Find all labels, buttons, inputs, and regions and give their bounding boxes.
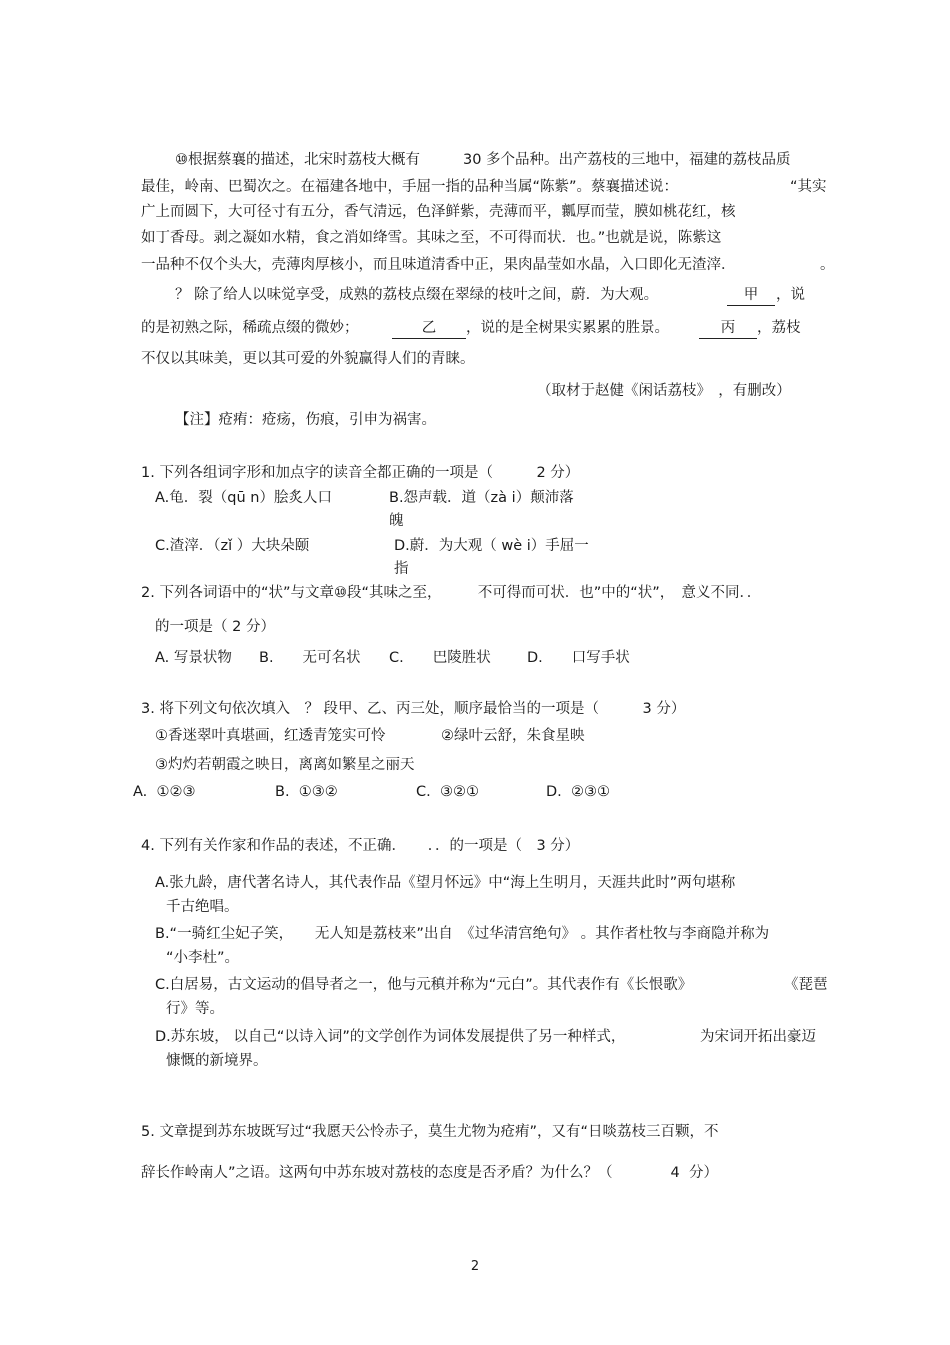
p11-line1b: ，说 — [776, 287, 805, 303]
p11-blank-yi: 乙 — [392, 318, 466, 339]
q4-option-b-cont: “小李杜”。 — [166, 950, 240, 966]
q4-option-a: A.张九龄，唐代著名诗人，其代表作品《望月怀远》中“海上生明月，天涯共此时”两句堪称 — [155, 875, 736, 891]
p11-blank-bing: 丙 — [699, 318, 757, 339]
p10-line5a: 一品种不仅个头大，壳薄肉厚核小，而且味道清香中正，果肉晶莹如水晶，入口即化无渣滓． — [141, 257, 736, 273]
q1-option-d-cont: 指 — [394, 561, 409, 577]
q1-option-a: A.龟．裂（qū n）脍炙人口 — [155, 490, 332, 506]
q3-option-d: D. ②③① — [546, 784, 610, 800]
q4-option-d-cont: 慷慨的新境界。 — [166, 1053, 268, 1069]
q2-stem-cont: 的一项是（ 2 分） — [155, 619, 275, 635]
source-citation: （取材于赵健《闲话荔枝》 ，有删改） — [537, 383, 791, 399]
q2-option-b: B. 无可名状 — [259, 650, 361, 666]
q4-option-c: C.白居易，古文运动的倡导者之一，他与元稹并称为“元白”。其代表作有《长恨歌》 — [155, 977, 693, 993]
q2-option-a: A. 写景状物 — [155, 650, 232, 666]
q1-stem: 1. 下列各组词字形和加点字的读音全都正确的一项是（ 2 分） — [141, 465, 580, 481]
p11-blank-jia: 甲 — [727, 285, 775, 306]
q4-option-c-cont: 行》等。 — [166, 1001, 224, 1017]
q1-option-b-cont: 魄 — [389, 513, 404, 529]
q4-stem: 4. 下列有关作家和作品的表述，不正确． ．．的一项是（ 3 分） — [141, 838, 580, 854]
q3-option-c: C. ③②① — [416, 784, 479, 800]
q1-option-b: B.怨声载．道（zà i）颠沛落 — [389, 490, 574, 506]
q4-option-d: D.苏东坡， 以自己“以诗入词”的文学创作为词体发展提供了另一种样式， — [155, 1029, 626, 1045]
q3-option-a: A. ①②③ — [133, 784, 196, 800]
q2-option-d: D. 口写手状 — [527, 650, 630, 666]
q1-option-d: D.蔚．为大观（ wè i）手屈一 — [394, 538, 589, 554]
p10-line2b: “其实 — [790, 179, 827, 195]
q5-stem-cont: 辞长作岭南人”之语。这两句中苏东坡对荔枝的态度是否矛盾？为什么？（ 4 分） — [141, 1165, 718, 1181]
q4-option-d-tail: 为宋词开拓出豪迈 — [700, 1029, 816, 1045]
q3-sentence-1: ①香迷翠叶真堪画，红透青笼实可怜 — [155, 728, 386, 744]
q5-stem: 5. 文章提到苏东坡既写过“我愿天公怜赤子，莫生尤物为疮痏”，又有“日啖荔枝三百颗，不 — [141, 1124, 719, 1140]
p10-line3: 广上而圆下，大可径寸有五分，香气清远，色泽鲜紫，壳薄而平，瓤厚而莹，膜如桃花红，核 — [141, 204, 736, 220]
p11-line2b: ，说的是全树果实累累的胜景。 — [466, 320, 669, 336]
q3-sentence-3: ③灼灼若朝霞之映日，离离如繁星之丽天 — [155, 757, 415, 773]
p10-line2a: 最佳，岭南、巴蜀次之。在福建各地中，手屈一指的品种当属“陈紫”。蔡襄描述说： — [141, 179, 679, 195]
p11-line3: 不仅以其味美，更以其可爱的外貌赢得人们的青睐。 — [141, 351, 475, 367]
note: 【注】疮痏：疮疡，伤痕，引申为祸害。 — [175, 412, 436, 428]
q2-stem: 2. 下列各词语中的“状”与文章⑩段“其味之至， 不可得而可状．也”中的“状”， 意义不同．． — [141, 585, 762, 601]
p10-line1b: 30 多个品种。出产荔枝的三地中，福建的荔枝品质 — [463, 152, 791, 168]
p10-line4: 如丁香母。剥之凝如水精，食之消如绛雪。其味之至，不可得而状．也。”也就是说，陈紫这 — [141, 230, 722, 246]
p10-line5b: 。 — [820, 257, 835, 273]
q3-option-b: B. ①③② — [275, 784, 338, 800]
page-number: 2 — [470, 1259, 480, 1274]
q3-stem: 3. 将下列文句依次填入 ？ 段甲、乙、丙三处，顺序最恰当的一项是（ 3 分） — [141, 701, 686, 717]
p11-line2a: 的是初熟之际，稀疏点缀的微妙； — [141, 320, 359, 336]
q3-sentence-2: ②绿叶云舒，朱食星映 — [441, 728, 585, 744]
p11-line1a: ？ 除了给人以味觉享受，成熟的荔枝点缀在翠绿的枝叶之间，蔚．为大观。 — [175, 287, 659, 303]
q4-option-b: B.“一骑红尘妃子笑， 无人知是荔枝来”出自 《过华清宫绝句》 。其作者杜牧与李商隐并称为 — [155, 926, 770, 942]
q2-option-c: C. 巴陵胜状 — [389, 650, 491, 666]
q4-option-a-cont: 千古绝唱。 — [166, 899, 239, 915]
p10-line1a: ⑩根据蔡襄的描述，北宋时荔枝大概有 — [175, 152, 420, 168]
q4-option-c-tail: 《琵琶 — [784, 977, 828, 993]
q1-option-c: C.渣滓．（zǐ ）大块朵颐 — [155, 538, 310, 554]
p11-line2c: ，荔枝 — [757, 320, 801, 336]
